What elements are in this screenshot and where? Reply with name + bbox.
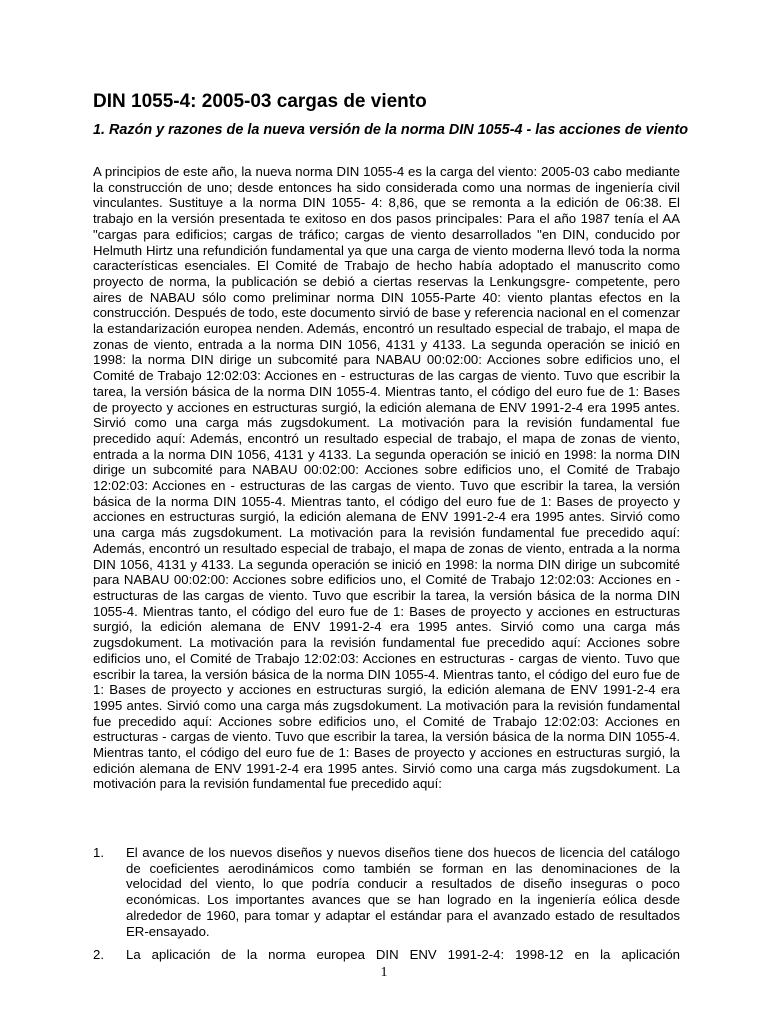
page-number: 1: [380, 965, 388, 980]
section-heading: 1. Razón y razones de la nueva versión de la norma DIN 1055-4 - las acciones de viento: [93, 122, 689, 138]
list-item-number: 2.: [93, 947, 104, 963]
list-item-text: El avance de los nuevos diseños y nuevos diseños tiene dos huecos de licencia del catálogo de coeficientes aerodinámicos como también se forman en las denominaciones de la velocidad del viento, lo que podría conducir a resultados de diseño inseguras o poco económicas. Los importantes avances que se han logrado en la ingeniería eólica desde alrededor de 1960, para tomar y adaptar el estándar para el avanzado estado de resultados ER-ensayado.: [126, 845, 680, 939]
numbered-list: [93, 845, 680, 971]
list-item: [93, 845, 680, 939]
body-paragraph: A principios de este año, la nueva norma DIN 1055-4 es la carga del viento: 2005-03 cabo mediante la construcción de uno; desde entonces ha sido considerada como una normas de ingeniería civil vinculantes. Sustituye a la norma DIN 1055- 4: 8,86, que se remonta a la edición de 06:38. El trabajo en la versión presentada te exitoso en dos pasos principales: Para el año 1987 tenía el AA "cargas para edificios; cargas de tráfico; cargas de viento desarrollados "en DIN, conducido por Helmuth Hirtz una refundición fundamental ya que una carga de viento moderna llevó toda la norma características esenciales. El Comité de Trabajo de hecho había adoptado el manuscrito como proyecto de norma, la publicación se debió a ciertas reservas la Lenkungsgre- competente, pero aires de NABAU sólo como preliminar norma DIN 1055-Parte 40: viento plantas efectos en la construcción. Después de todo, este documento sirvió de base y referencia nacional en el comenzar la estandarización europea nenden. Además, encontró un resultado especial de trabajo, el mapa de zonas de viento, entrada a la norma DIN 1056, 4131 y 4133. La segunda operación se inició en 1998: la norma DIN dirige un subcomité para NABAU 00:02:00: Acciones sobre edificios uno, el Comité de Trabajo 12:02:03: Acciones en - estructuras de las cargas de viento. Tuvo que escribir la tarea, la versión básica de la norma DIN 1055-4. Mientras tanto, el código del euro fue de 1: Bases de proyecto y acciones en estructuras surgió, la edición alemana de ENV 1991-2-4 era 1995 antes. Sirvió como una carga más zugsdokument. La motivación para la revisión fundamental fue precedido aquí: Además, encontró un resultado especial de trabajo, el mapa de zonas de viento, entrada a la norma DIN 1056, 4131 y 4133. La segunda operación se inició en 1998: la norma DIN dirige un subcomité para NABAU 00:02:00: Acciones sobre edificios uno, el Comité de Trabajo 12:02:03: Acciones en - estructuras de las cargas de viento. Tuvo que escribir la tarea, la versión básica de la norma DIN 1055-4. Mientras tanto, el código del euro fue de 1: Bases de proyecto y acciones en estructuras surgió, la edición alemana de ENV 1991-2-4 era 1995 antes. Sirvió como una carga más zugsdokument. La motivación para la revisión fundamental fue precedido aquí: Además, encontró un resultado especial de trabajo, el mapa de zonas de viento, entrada a la norma DIN 1056, 4131 y 4133. La segunda operación se inició en 1998: la norma DIN dirige un subcomité para NABAU 00:02:00: Acciones sobre edificios uno, el Comité de Trabajo 12:02:03: Acciones en - estructuras de las cargas de viento. Tuvo que escribir la tarea, la versión básica de la norma DIN 1055-4. Mientras tanto, el código del euro fue de 1: Bases de proyecto y acciones en estructuras surgió, la edición alemana de ENV 1991-2-4 era 1995 antes. Sirvió como una carga más zugsdokument. La motivación para la revisión fundamental fue precedido aquí: Acciones sobre edificios uno, el Comité de Trabajo 12:02:03: Acciones en estructuras - cargas de viento. Tuvo que escribir la tarea, la versión básica de la norma DIN 1055-4. Mientras tanto, el código del euro fue de 1: Bases de proyecto y acciones en estructuras surgió, la edición alemana de ENV 1991-2-4 era 1995 antes. Sirvió como una carga más zugsdokument. La motivación para la revisión fundamental fue precedido aquí: Acciones sobre edificios uno, el Comité de Trabajo 12:02:03: Acciones en estructuras - cargas de viento. Tuvo que escribir la tarea, la versión básica de la norma DIN 1055-4. Mientras tanto, el código del euro fue de 1: Bases de proyecto y acciones en estructuras surgió, la edición alemana de ENV 1991-2-4 era 1995 antes. Sirvió como una carga más zugsdokument. La motivación para la revisión fundamental fue precedido aquí:: [93, 164, 680, 792]
list-item: [93, 947, 680, 963]
list-item-text: La aplicación de la norma europea DIN ENV 1991-2-4: 1998-12 en la aplicación: [126, 947, 680, 963]
list-item-number: 1.: [93, 845, 104, 860]
document-title: DIN 1055-4: 2005-03 cargas de viento: [93, 91, 427, 112]
